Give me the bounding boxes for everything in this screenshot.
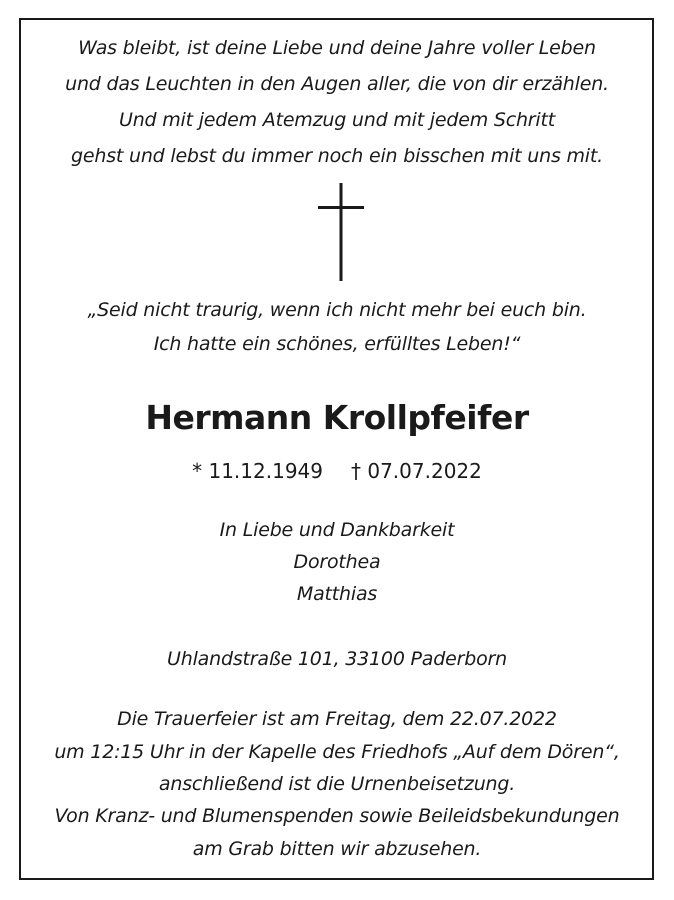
life-dates xyxy=(0,459,674,483)
mourners-intro: In Liebe und Dankbarkeit xyxy=(219,519,455,541)
death-date: † 07.07.2022 xyxy=(351,459,482,483)
quote-line-2: Ich hatte ein schönes, erfülltes Leben!“ xyxy=(153,333,521,355)
funeral-line-3: anschließend ist die Urnenbeisetzung. xyxy=(158,773,516,795)
poem-line-4: gehst und lebst du immer noch ein bisschen mit uns mit. xyxy=(71,145,603,167)
poem-line-1: Was bleibt, ist deine Liebe und deine Jahre voller Leben xyxy=(78,37,596,59)
quote-line-1: „Seid nicht traurig, wenn ich nicht mehr bei euch bin. xyxy=(87,299,587,321)
funeral-line-1: Die Trauerfeier ist am Freitag, dem 22.07.2022 xyxy=(117,708,557,730)
mourner-name: Matthias xyxy=(296,583,378,605)
poem-line-2: und das Leuchten in den Augen aller, die von dir erzählen. xyxy=(65,73,609,95)
birth-date: * 11.12.1949 xyxy=(192,459,323,483)
funeral-line-2: um 12:15 Uhr in der Kapelle des Friedhofs „Auf dem Dören“, xyxy=(54,741,620,763)
funeral-line-5: am Grab bitten wir abzusehen. xyxy=(192,838,482,860)
address: Uhlandstraße 101, 33100 Paderborn xyxy=(167,648,507,670)
latin-cross-icon xyxy=(318,183,364,281)
funeral-line-4: Von Kranz- und Blumenspenden sowie Beileidsbekundungen xyxy=(54,805,620,827)
mourner-name: Dorothea xyxy=(293,551,381,573)
poem-line-3: Und mit jedem Atemzug und mit jedem Schritt xyxy=(118,109,556,131)
deceased-name: Hermann Krollpfeifer xyxy=(145,398,529,437)
